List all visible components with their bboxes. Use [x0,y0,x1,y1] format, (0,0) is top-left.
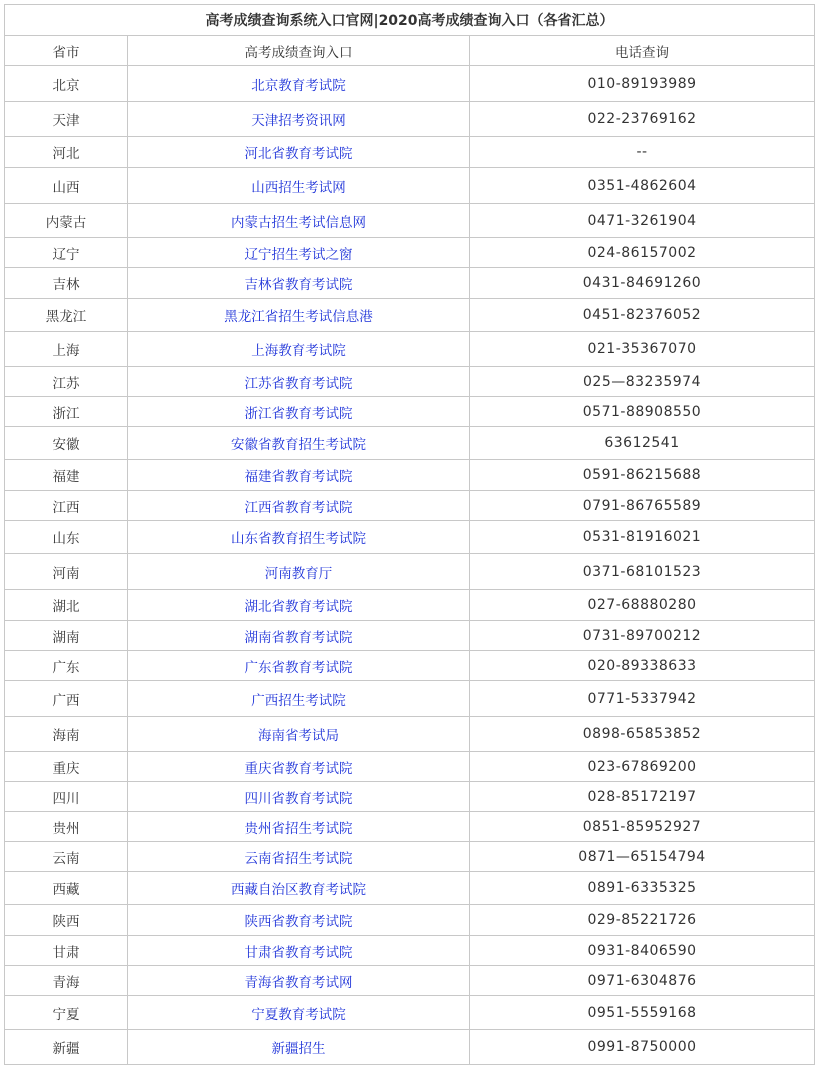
phone-cell: 0591-86215688 [470,460,815,491]
portal-link[interactable]: 四川省教育考试院 [244,790,353,807]
phone-cell: 0951-5559168 [470,996,815,1030]
phone-cell: 029-85221726 [470,905,815,936]
province-cell: 湖南 [5,621,128,651]
portal-link[interactable]: 海南省考试局 [258,728,339,744]
table-row [5,332,815,367]
phone-cell: 0531-81916021 [470,521,815,554]
phone-cell: 0971-6304876 [470,966,815,996]
portal-link[interactable]: 江西省教育考试院 [244,499,353,516]
table-row [5,238,815,268]
phone-cell: 025—83235974 [470,367,815,397]
phone-cell: 027-68880280 [470,590,815,621]
portal-link[interactable]: 云南省招生考试院 [244,850,353,867]
portal-cell [128,812,470,842]
table-row [5,782,815,812]
table-row [5,137,815,168]
phone-cell: 0451-82376052 [470,299,815,332]
table-row [5,168,815,204]
province-cell: 黑龙江 [5,299,128,332]
province-cell: 重庆 [5,752,128,782]
phone-cell: 0871—65154794 [470,842,815,872]
province-cell: 宁夏 [5,996,128,1030]
portal-link[interactable]: 湖北省教育考试院 [244,599,353,615]
table-caption: 高考成绩查询系统入口官网|2020高考成绩查询入口（各省汇总） [5,5,815,36]
portal-cell [128,590,470,621]
portal-link[interactable]: 北京教育考试院 [251,77,346,94]
province-cell: 广东 [5,651,128,681]
portal-link[interactable]: 湖南省教育考试院 [244,629,353,646]
portal-cell [128,102,470,137]
phone-cell: 0851-85952927 [470,812,815,842]
phone-cell: 0898-65853852 [470,717,815,752]
province-cell: 湖北 [5,590,128,621]
portal-link[interactable]: 广东省教育考试院 [244,659,353,676]
portal-cell [128,397,470,427]
phone-cell: 0471-3261904 [470,204,815,238]
table-body [5,66,815,1065]
header-province: 省市 [5,36,128,66]
portal-link[interactable]: 西藏自治区教育考试院 [231,882,366,898]
phone-cell: 0991-8750000 [470,1030,815,1065]
province-cell: 江苏 [5,367,128,397]
table-header-row [5,36,815,66]
portal-link[interactable]: 天津招考资讯网 [251,113,346,129]
province-cell: 河北 [5,137,128,168]
province-cell: 甘肃 [5,936,128,966]
table-row [5,268,815,299]
table-row [5,460,815,491]
portal-link[interactable]: 贵州省招生考试院 [244,820,353,837]
province-cell: 新疆 [5,1030,128,1065]
portal-link[interactable]: 宁夏教育考试院 [251,1006,346,1023]
portal-link[interactable]: 上海教育考试院 [251,343,346,359]
phone-cell: 022-23769162 [470,102,815,137]
phone-cell: 0791-86765589 [470,491,815,521]
portal-cell [128,936,470,966]
portal-cell [128,651,470,681]
table-row [5,1030,815,1065]
province-cell: 天津 [5,102,128,137]
table-row [5,397,815,427]
phone-cell: 0571-88908550 [470,397,815,427]
table-row [5,491,815,521]
table-row [5,367,815,397]
table-row [5,812,815,842]
table-row [5,996,815,1030]
phone-cell: 0351-4862604 [470,168,815,204]
portal-cell [128,752,470,782]
table-row [5,204,815,238]
portal-link[interactable]: 山东省教育招生考试院 [231,531,366,547]
table-row [5,752,815,782]
portal-cell [128,905,470,936]
portal-link[interactable]: 黑龙江省招生考试信息港 [224,309,373,325]
table-row [5,521,815,554]
table-row [5,621,815,651]
table-row [5,102,815,137]
phone-cell: 021-35367070 [470,332,815,367]
phone-cell: 020-89338633 [470,651,815,681]
table-row [5,936,815,966]
province-cell: 四川 [5,782,128,812]
header-portal: 高考成绩查询入口 [128,36,470,66]
portal-link[interactable]: 内蒙古招生考试信息网 [231,214,366,231]
portal-link[interactable]: 浙江省教育考试院 [244,405,353,422]
phone-cell: 023-67869200 [470,752,815,782]
province-cell: 海南 [5,717,128,752]
province-cell: 安徽 [5,427,128,460]
province-cell: 山东 [5,521,128,554]
table-row [5,966,815,996]
portal-link[interactable]: 安徽省教育招生考试院 [231,437,366,453]
table-row [5,66,815,102]
portal-cell [128,268,470,299]
province-cell: 北京 [5,66,128,102]
portal-cell [128,460,470,491]
portal-link[interactable]: 新疆招生 [271,1041,326,1057]
portal-cell [128,204,470,238]
table-row [5,872,815,905]
portal-cell [128,299,470,332]
portal-link[interactable]: 青海省教育考试网 [244,974,353,991]
portal-link[interactable]: 陕西省教育考试院 [244,914,353,930]
portal-link[interactable]: 江苏省教育考试院 [244,375,353,392]
portal-cell [128,717,470,752]
portal-cell [128,332,470,367]
province-cell: 河南 [5,554,128,590]
portal-cell [128,621,470,651]
table-row [5,905,815,936]
portal-cell [128,872,470,905]
portal-cell [128,137,470,168]
phone-cell: 0371-68101523 [470,554,815,590]
portal-cell [128,842,470,872]
phone-cell: -- [470,137,815,168]
phone-cell: 024-86157002 [470,238,815,268]
phone-cell: 0431-84691260 [470,268,815,299]
table-row [5,651,815,681]
phone-cell: 010-89193989 [470,66,815,102]
portal-link[interactable]: 河北省教育考试院 [244,146,353,162]
table-row [5,842,815,872]
portal-link[interactable]: 福建省教育考试院 [244,469,353,485]
phone-cell: 028-85172197 [470,782,815,812]
score-portal-table [4,4,815,1065]
phone-cell: 63612541 [470,427,815,460]
province-cell: 江西 [5,491,128,521]
province-cell: 西藏 [5,872,128,905]
province-cell: 内蒙古 [5,204,128,238]
portal-cell [128,168,470,204]
province-cell: 广西 [5,681,128,717]
table-row [5,554,815,590]
province-cell: 云南 [5,842,128,872]
phone-cell: 0771-5337942 [470,681,815,717]
portal-cell [128,1030,470,1065]
portal-link[interactable]: 重庆省教育考试院 [244,760,353,777]
province-cell: 浙江 [5,397,128,427]
portal-link[interactable]: 广西招生考试院 [251,692,346,709]
header-phone: 电话查询 [470,36,815,66]
portal-link[interactable]: 辽宁招生考试之窗 [244,246,353,263]
table-row [5,681,815,717]
province-cell: 辽宁 [5,238,128,268]
province-cell: 福建 [5,460,128,491]
portal-link[interactable]: 吉林省教育考试院 [244,277,353,293]
province-cell: 吉林 [5,268,128,299]
table-row [5,717,815,752]
portal-link[interactable]: 山西招生考试网 [251,179,346,196]
phone-cell: 0891-6335325 [470,872,815,905]
table-row [5,299,815,332]
portal-link[interactable]: 河南教育厅 [264,565,333,582]
portal-cell [128,66,470,102]
province-cell: 山西 [5,168,128,204]
portal-cell [128,367,470,397]
portal-cell [128,782,470,812]
phone-cell: 0731-89700212 [470,621,815,651]
portal-cell [128,238,470,268]
portal-link[interactable]: 甘肃省教育考试院 [244,944,353,961]
portal-cell [128,427,470,460]
phone-cell: 0931-8406590 [470,936,815,966]
province-cell: 贵州 [5,812,128,842]
portal-cell [128,554,470,590]
province-cell: 陕西 [5,905,128,936]
province-cell: 上海 [5,332,128,367]
portal-cell [128,966,470,996]
portal-cell [128,996,470,1030]
province-cell: 青海 [5,966,128,996]
table-row [5,590,815,621]
portal-cell [128,681,470,717]
table-row [5,427,815,460]
portal-cell [128,491,470,521]
portal-cell [128,521,470,554]
